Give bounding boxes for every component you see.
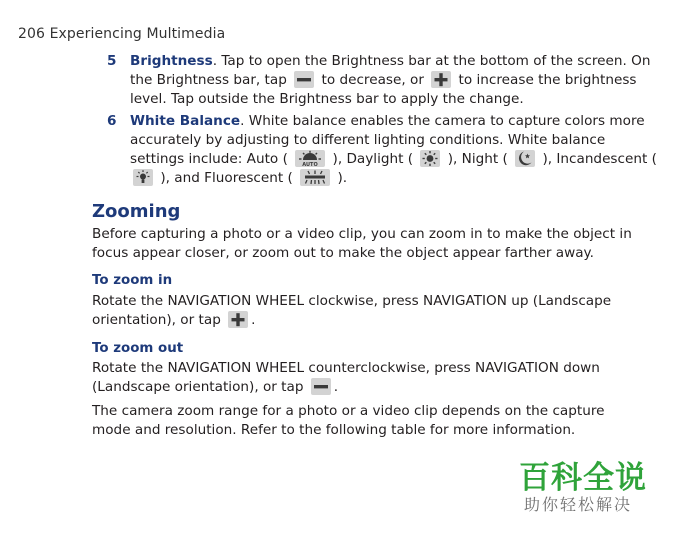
section-heading-zooming: Zooming [92,201,181,222]
zoom-in-end: . [251,312,256,329]
subheading-zoom-out: To zoom out [92,341,184,356]
item-text: . White balance enables the camera to capture colors more accurately by adjusting to different lighting conditions. White balance settings include: Auto ( [130,112,645,168]
fluorescent-icon [300,169,330,186]
item-text: ), Night ( [443,151,513,168]
item-text: ). [333,170,348,187]
auto-wb-icon [295,150,325,167]
minus-icon [311,378,331,395]
watermark-brand: 百科全说 [519,460,647,496]
moon-star-icon [515,150,535,167]
item-text: . Tap to open the Brightness bar at the bottom of the screen. On the Brightness bar, tap [130,53,651,89]
zooming-intro: Before capturing a photo or a video clip, you can zoom in to make the object in focus appear closer, or zoom out to make the object appear farther away. [92,226,632,262]
term-white-balance: White Balance [130,112,241,129]
plus-icon [228,311,248,328]
page-number: 206 [18,26,46,42]
list-item-brightness [103,52,663,110]
subheading-zoom-in: To zoom in [92,273,173,288]
item-text: ), Incandescent ( [538,151,657,168]
sun-icon [420,150,440,167]
bulb-icon [133,169,153,186]
minus-icon [294,71,314,88]
item-number: 5 [107,53,117,69]
zoom-out-instructions: Rotate the NAVIGATION WHEEL counterclockwise, press NAVIGATION down (Landscape orientation), or tap [92,360,600,396]
term-brightness: Brightness [130,53,213,69]
item-text: ), Daylight ( [328,151,418,168]
plus-icon [431,71,451,88]
zoom-out-text [92,359,637,397]
zoom-out-end: . [333,379,339,396]
zoom-range-note: The camera zoom range for a photo or a video clip depends on the capture mode and resolution. Refer to the following table for more information. [92,403,605,439]
item-text: to decrease, or [317,72,429,89]
zoom-in-text [92,292,637,330]
zoom-in-instructions: Rotate the NAVIGATION WHEEL clockwise, press NAVIGATION up (Landscape orientation), or tap [92,293,612,329]
settings-list [103,52,663,190]
list-item-white-balance [103,112,663,189]
chapter-title: Experiencing Multimedia [49,26,226,42]
watermark-tagline: 助你轻松解决 [524,495,633,514]
item-text: ), and Fluorescent ( [156,170,298,187]
item-number: 6 [107,112,117,129]
running-header [18,26,225,42]
item-text: to increase the brightness level. Tap outside the Brightness bar to apply the change. [130,72,637,108]
svg-text:AUTO: AUTO [302,162,318,168]
